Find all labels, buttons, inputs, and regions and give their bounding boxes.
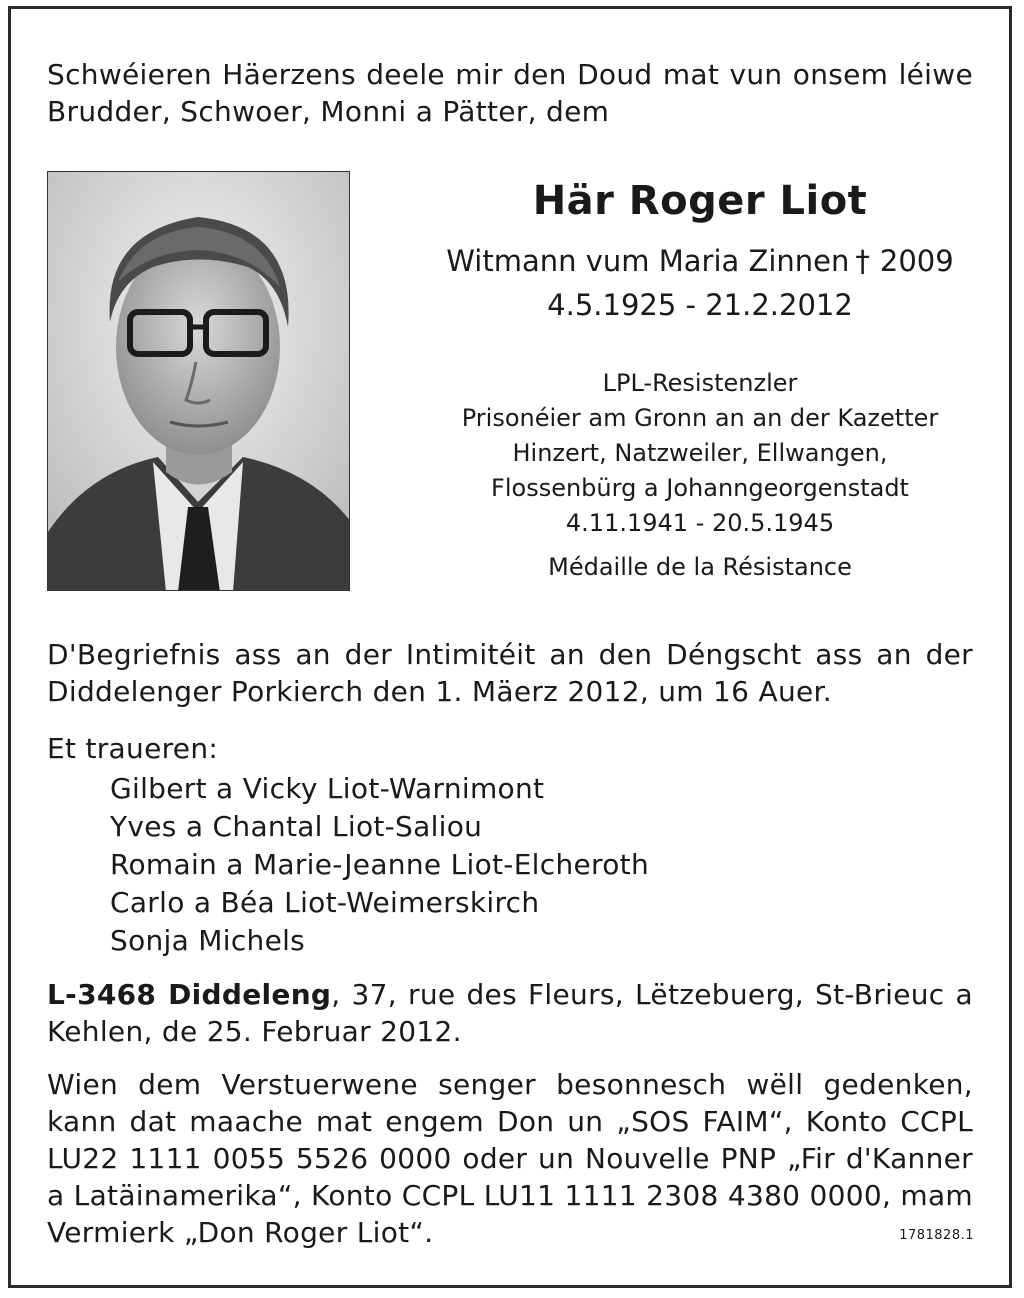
donation-text: Wien dem Verstuerwene senger besonnesch wëll gedenken, kann dat maache mat engem Don un „SOS FAIM“, Konto CCPL LU22 1111 0055 5526 0000 oder un Nouvelle PNP „Fir d'Kanner a Latäinamerika“, Konto CCPL LU11 1111 2308 4380 0000, mam Vermierk „Don Roger Liot“. <box>47 1068 973 1249</box>
mourners-list <box>110 770 649 960</box>
intro-text: Schwéieren Häerzens deele mir den Doud mat vun onsem léiwe Brudder, Schwoer, Monni a Pätter, dem <box>47 58 973 128</box>
address-place: L-3468 Diddeleng <box>47 978 332 1011</box>
address-rest: , 37, rue des Fleurs, Lëtzebuerg, St-Brieuc a Kehlen, de 25. Februar 2012. <box>47 978 973 1048</box>
medal-line: Médaille de la Résistance <box>548 553 852 581</box>
deceased-name: Här Roger Liot <box>532 178 868 224</box>
mourners-label: Et traueren: <box>47 732 219 765</box>
widower-year: 2009 <box>879 244 954 278</box>
resistance-line: Prisonéier am Gronn an an der Kazetter <box>461 404 939 432</box>
resistance-line: 4.11.1941 - 20.5.1945 <box>565 509 835 537</box>
resistance-line: Flossenbürg a Johanngeorgenstadt <box>491 474 909 502</box>
address-text <box>47 976 973 1050</box>
list-item: Romain a Marie-Jeanne Liot-Elcheroth <box>110 848 649 881</box>
list-item: Carlo a Béa Liot-Weimerskirch <box>110 886 540 919</box>
widower-line <box>420 241 980 281</box>
list-item: Yves a Chantal Liot-Saliou <box>110 810 483 843</box>
life-dates: 4.5.1925 - 21.2.2012 <box>547 288 853 322</box>
resistance-block <box>420 366 980 541</box>
widower-text: Witmann vum Maria Zinnen <box>446 244 850 278</box>
funeral-text: D'Begriefnis ass an der Intimitéit an den Déngscht ass an der Diddelenger Porkierch den 1. Mäerz 2012, um 16 Auer. <box>47 638 973 708</box>
reference-number: 1781828.1 <box>899 1228 974 1243</box>
list-item: Sonja Michels <box>110 924 306 957</box>
cross-icon: † <box>855 244 870 278</box>
resistance-line: LPL-Resistenzler <box>602 369 798 397</box>
list-item: Gilbert a Vicky Liot-Warnimont <box>110 772 545 805</box>
resistance-line: Hinzert, Natzweiler, Ellwangen, <box>512 439 888 467</box>
portrait-photo <box>47 171 350 591</box>
